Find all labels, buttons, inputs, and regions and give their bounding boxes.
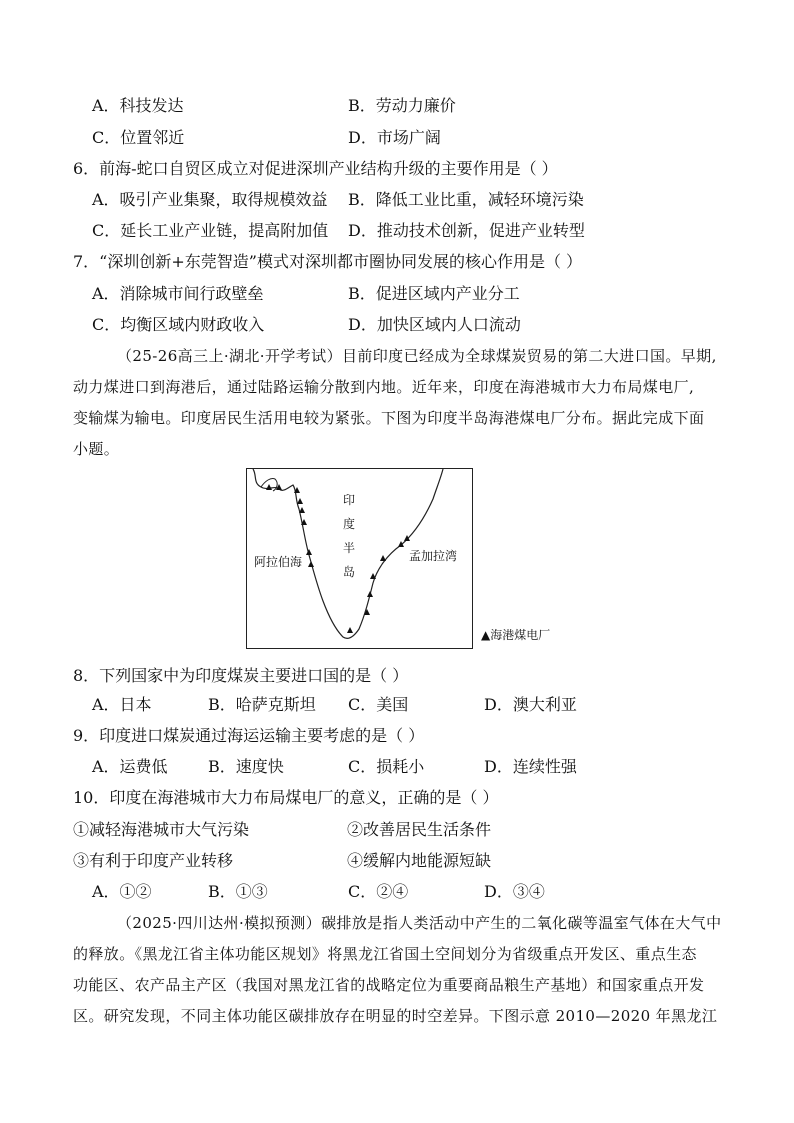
q5-option-b: B．劳动力廉价	[348, 96, 456, 115]
q6-option-c: C．延长工业产业链，提高附加值	[92, 221, 329, 240]
q7-stem: 7．“深圳创新+东莞智造”模式对深圳都市圈协同发展的核心作用是（ ）	[73, 252, 583, 271]
india-coal-passage	[73, 341, 723, 465]
q9-option-d: D．连续性强	[484, 757, 577, 776]
q7-option-c: C．均衡区域内财政收入	[92, 315, 265, 334]
india-coal-passage-line1: （25-26高三上·湖北·开学考试）目前印度已经成为全球煤炭贸易的第二大进口国。早期,	[117, 347, 717, 365]
q7-option-d: D．加快区域内人口流动	[348, 315, 521, 334]
coal-plant-marker	[266, 484, 272, 490]
q6-option-d: D．推动技术创新，促进产业转型	[348, 221, 585, 240]
india-coal-passage-line2: 动力煤进口到海港后，通过陆路运输分散到内地。近年来，印度在海港城市大力布局煤电厂,	[73, 378, 695, 396]
heilongjiang-carbon-passage-line1: （2025·四川达州·模拟预测）碳排放是指人类活动中产生的二氧化碳等温室气体在大气中	[117, 914, 722, 932]
q10-statement-4: ④缓解内地能源短缺	[347, 851, 492, 870]
q8-stem: 8．下列国家中为印度煤炭主要进口国的是（ ）	[73, 666, 409, 685]
q5-option-d: D．市场广阔	[348, 128, 441, 147]
q9-option-b: B．速度快	[208, 757, 284, 776]
q10-statement-1: ①减轻海港城市大气污染	[73, 820, 250, 839]
q8-option-c: C．美国	[348, 695, 409, 714]
coal-plant-marker	[308, 561, 314, 567]
coal-plant-marker	[306, 549, 312, 555]
q9-stem: 9．印度进口煤炭通过海运运输主要考虑的是（ ）	[73, 726, 425, 745]
q7-option-b: B．促进区域内产业分工	[348, 284, 520, 303]
coal-plant-marker	[367, 591, 373, 597]
coal-plant-marker	[398, 541, 404, 547]
map-label-arabian-sea: 阿拉伯海	[254, 555, 303, 569]
q8-option-b: B．哈萨克斯坦	[208, 695, 316, 714]
india-coal-passage-line3: 变输煤为输电。印度居民生活用电较为紧张。下图为印度半岛海港煤电厂分布。据此完成下面	[73, 409, 705, 427]
q9-option-c: C．损耗小	[348, 757, 425, 776]
q10-option-b: B．①③	[208, 882, 268, 901]
coal-plant-marker	[297, 498, 303, 504]
q8-option-a: A．日本	[92, 695, 152, 714]
q6-option-b: B．降低工业比重，减轻环境污染	[348, 190, 584, 209]
q10-option-a: A．①②	[92, 882, 152, 901]
india-peninsula-map	[246, 468, 473, 649]
map-legend-coal-plant: ▲海港煤电厂	[481, 628, 551, 642]
q10-statement-3: ③有利于印度产业转移	[73, 851, 234, 870]
india-coal-passage-line4: 小题。	[73, 440, 120, 458]
map-label-bay-of-bengal: 孟加拉湾	[409, 549, 458, 563]
coal-plant-marker	[299, 507, 305, 513]
q5-option-c: C．位置邻近	[92, 128, 185, 147]
q10-stem: 10．印度在海港城市大力布局煤电厂的意义，正确的是（ ）	[73, 788, 499, 807]
heilongjiang-carbon-passage-line2: 的释放。《黑龙江省主体功能区规划》将黑龙江省国土空间划分为省级重点开发区、重点生态	[73, 945, 697, 963]
q8-option-d: D．澳大利亚	[484, 695, 577, 714]
heilongjiang-carbon-passage-line3: 功能区、农产品主产区（我国对黑龙江省的战略定位为重要商品粮生产基地）和国家重点开发	[73, 976, 705, 994]
q9-option-a: A．运费低	[92, 757, 168, 776]
map-label-peninsula-3: 半	[343, 541, 356, 555]
q5-option-a: A．科技发达	[92, 96, 184, 115]
q10-statement-2: ②改善居民生活条件	[347, 820, 492, 839]
map-label-peninsula-1: 印	[343, 493, 356, 507]
heilongjiang-carbon-passage-line4: 区。研究发现，不同主体功能区碳排放存在明显的时空差异。下图示意 2010—2020 年黑龙江	[73, 1007, 718, 1025]
q6-option-a: A．吸引产业集聚，取得规模效益	[92, 190, 328, 209]
coal-plant-marker	[347, 627, 353, 633]
q10-option-d: D．③④	[484, 882, 545, 901]
heilongjiang-carbon-passage	[73, 908, 723, 1032]
q7-option-a: A．消除城市间行政壁垒	[92, 284, 264, 303]
q6-stem: 6．前海-蛇口自贸区成立对促进深圳产业结构升级的主要作用是（ ）	[73, 159, 558, 178]
q10-option-c: C．②④	[348, 882, 409, 901]
coal-plant-marker	[380, 555, 386, 561]
map-label-peninsula-4: 岛	[343, 565, 356, 579]
map-label-peninsula-2: 度	[343, 517, 356, 531]
